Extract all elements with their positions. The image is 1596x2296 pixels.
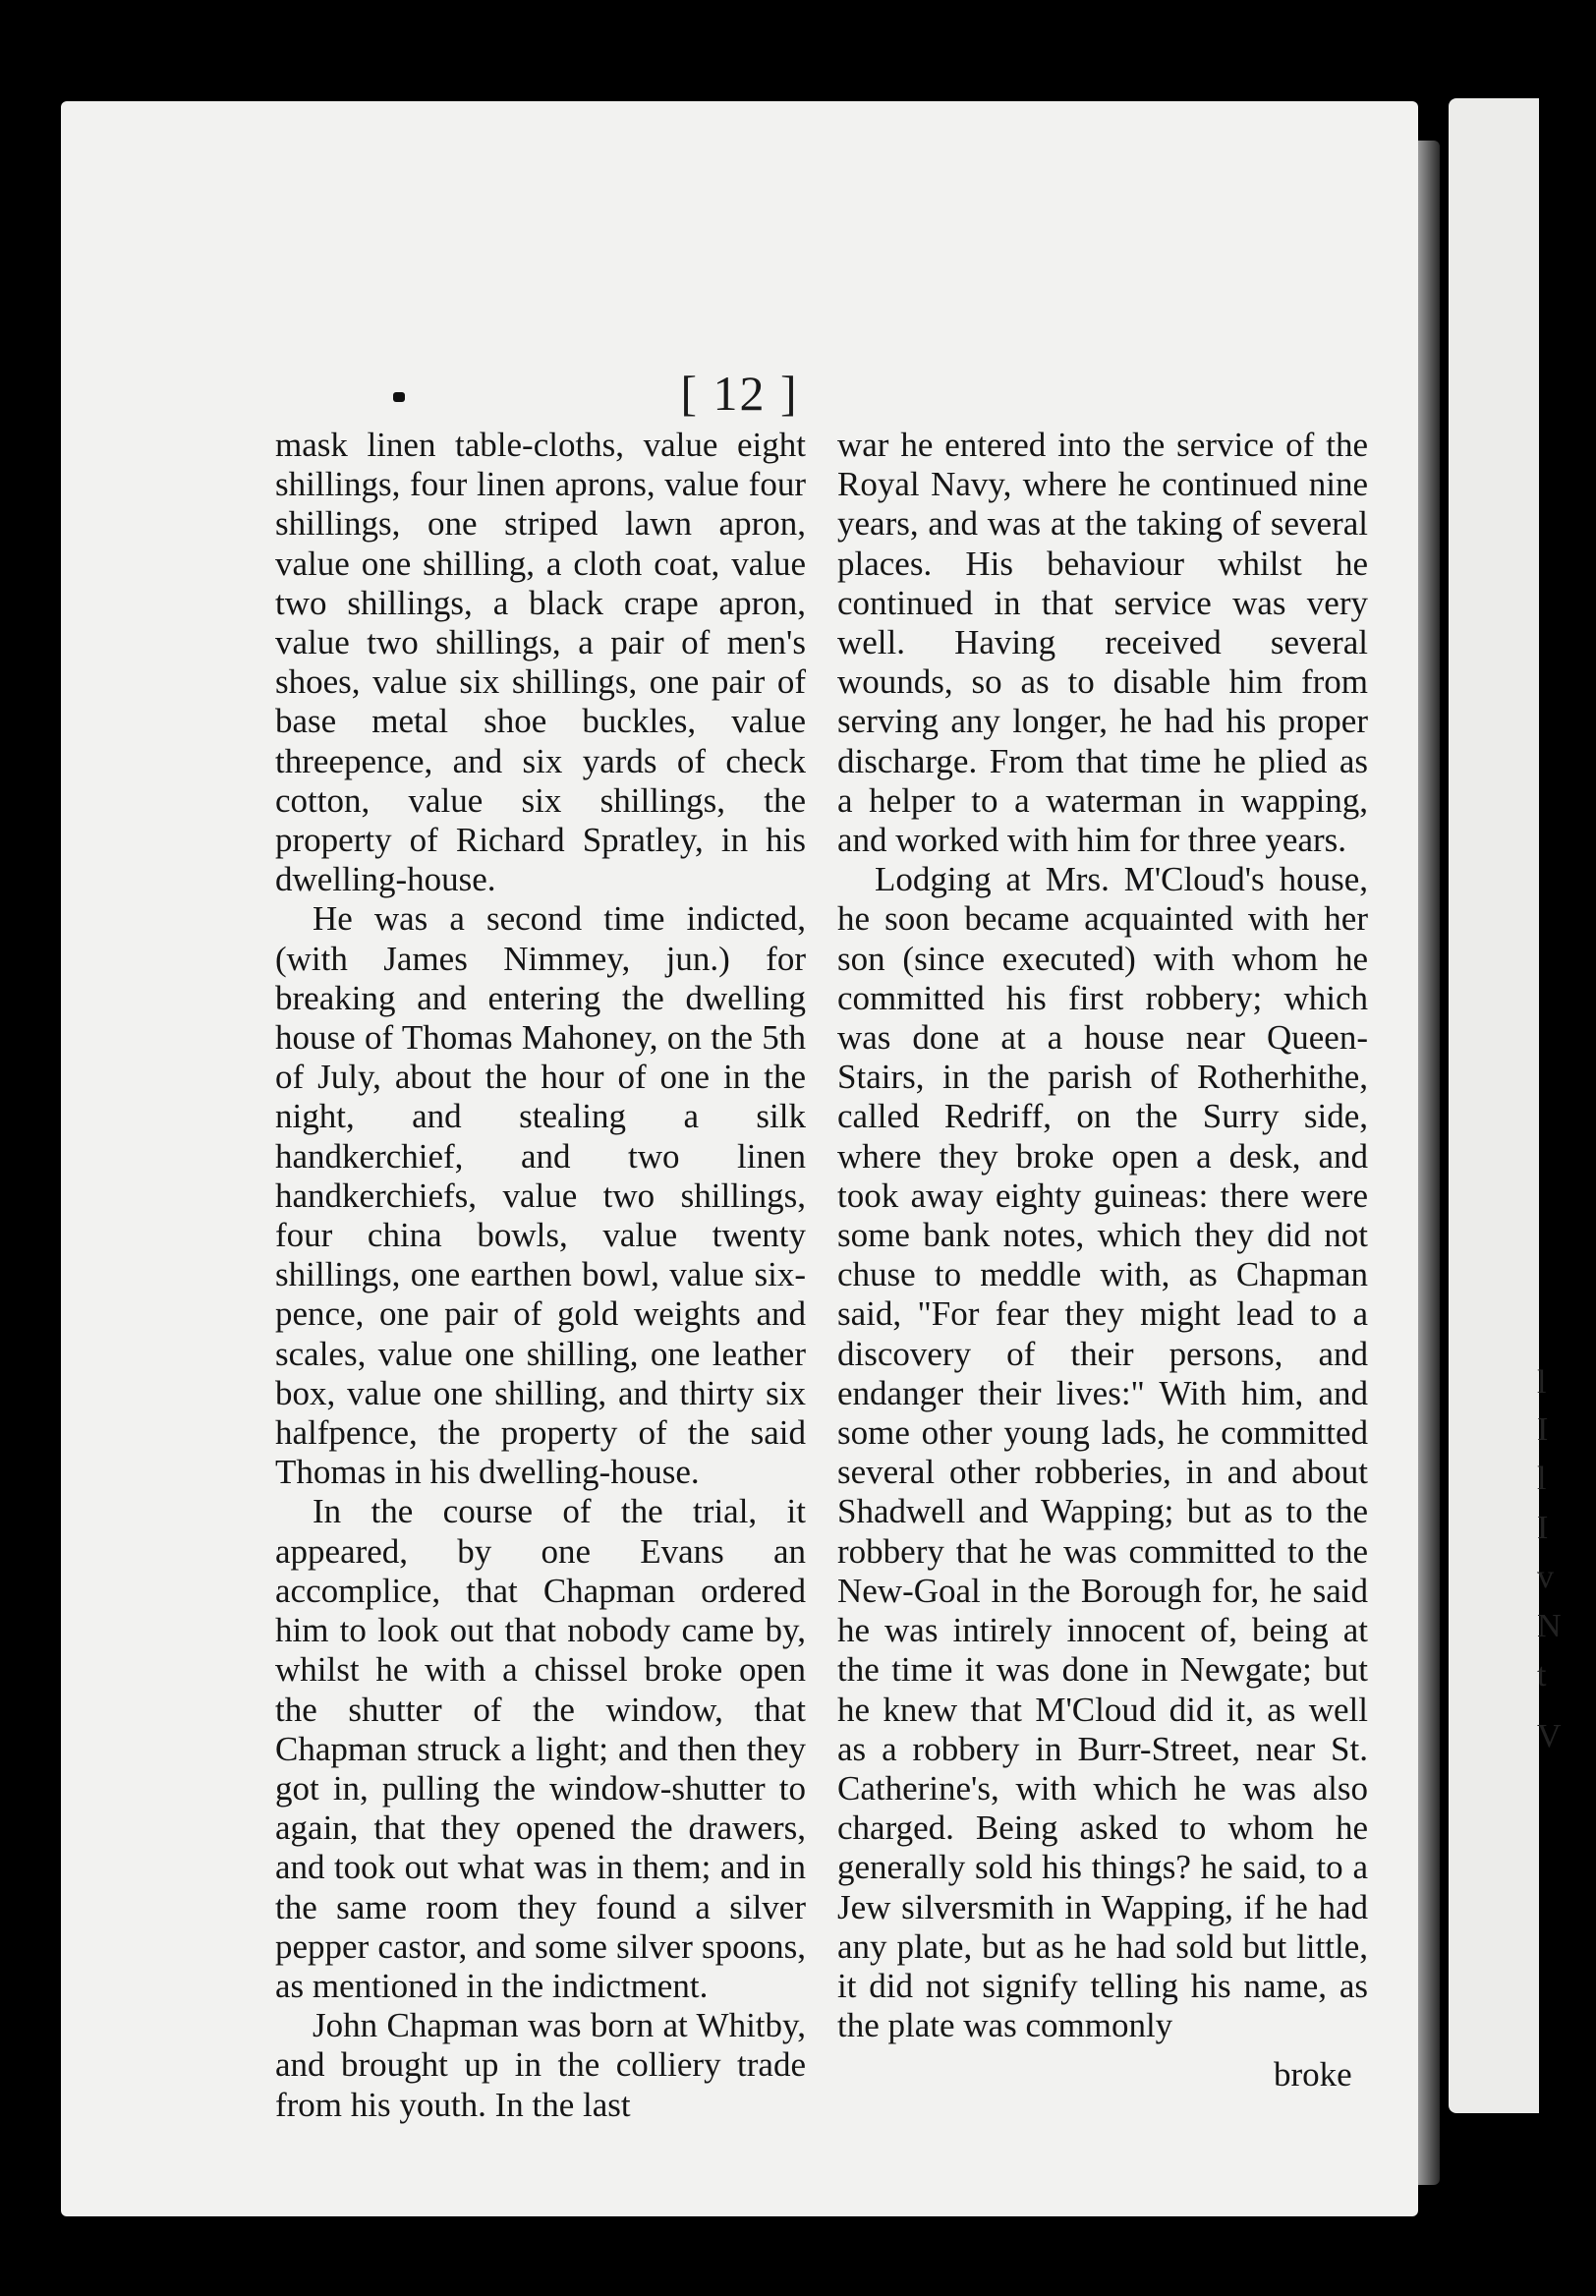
adjacent-page-edge [1449, 98, 1562, 2113]
paragraph: He was a second time indicted, (with James Nimmey, jun.) for breaking and entering the dwelling house of Thomas Mahoney, on the 5th of July, about the hour of one in the night, and stealing a silk handkerchief, and two linen handkerchiefs, value two shillings, four china bowls, value twenty shillings, one earthen bowl, value six-pence, one pair of gold weights and scales, value one shilling, one leather box, value one shilling, and thirty six halfpence, the property of the said Thomas in his dwelling-house. [275, 899, 806, 1492]
paragraph: mask linen table-cloths, value eight shillings, four linen aprons, value four shillings, one striped lawn apron, value one shilling, a cloth coat, value two shillings, a black crape apron, value two shillings, a pair of men's shoes, value six shillings, one pair of base metal shoe buckles, value threepence, and six yards of check cotton, value six shillings, the property of Richard Spratley, in his dwelling-house. [275, 426, 806, 899]
edge-text: I [1537, 1510, 1549, 1546]
catchword: broke [1274, 2055, 1352, 2094]
left-column [275, 426, 806, 2125]
page-number: [ 12 ] [680, 366, 799, 421]
paragraph: In the course of the trial, it appeared, by one Evans an accomplice, that Chapman ordered him to look out that nobody came by, whilst he with a chissel broke open the shutter of the window, that Chapman struck a light; and then they got in, pulling the window-shutter to again, that they opened the drawers, and took out what was in them; and in the same room they found a silver pepper castor, and some silver spoons, as mentioned in the indictment. [275, 1492, 806, 2005]
right-column [837, 426, 1368, 2045]
edge-text: l [1537, 1364, 1547, 1401]
edge-text: I [1537, 1411, 1549, 1448]
edge-text: t [1537, 1657, 1547, 1693]
edge-text: V [1537, 1718, 1562, 1754]
edge-text: l [1537, 1461, 1547, 1497]
paragraph: John Chapman was born at Whitby, and brought up in the colliery trade from his youth. In the last [275, 2006, 806, 2124]
edge-text: v [1537, 1559, 1554, 1595]
paragraph: Lodging at Mrs. M'Cloud's house, he soon became acquainted with her son (since executed) with whom he committed his first robbery; which was done at a house near Queen-Stairs, in the parish of Rotherhithe, called Redriff, on the Surry side, where they broke open a desk, and took away eighty guineas: there were some bank notes, which they did not chuse to meddle with, as Chapman said, "For fear they might lead to a discovery of their persons, and endanger their lives:" With him, and some other young lads, he committed several other robberies, in and about Shadwell and Wapping; but as to the robbery that he was committed to the New-Goal in the Borough for, he said he was intirely innocent of, being at the time it was done in Newgate; but he knew that M'Cloud did it, as well as a robbery in Burr-Street, near St. Catherine's, with which he was also charged. Being asked to whom he generally sold his things? he said, to a Jew silversmith in Wapping, if he had any plate, but as he had sold but little, it did not signify telling his name, as the plate was commonly [837, 860, 1368, 2045]
edge-text: N [1537, 1608, 1562, 1644]
document-page [61, 101, 1418, 2216]
paragraph: war he entered into the service of the Royal Navy, where he continued nine years, and was at the taking of several places. His behaviour whilst he continued in that service was very well. Having received several wounds, so as to disable him from serving any longer, he had his proper discharge. From that time he plied as a helper to a waterman in wapping, and worked with him for three years. [837, 426, 1368, 860]
